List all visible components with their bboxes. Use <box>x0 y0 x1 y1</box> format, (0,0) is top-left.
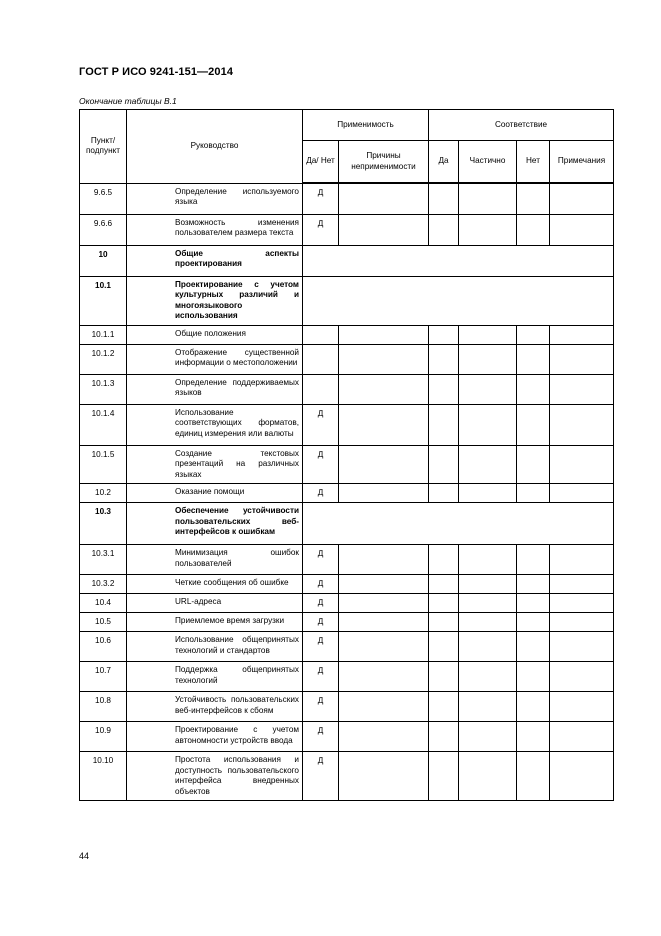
row-clause: 10.1.1 <box>80 325 127 344</box>
row-notes <box>550 445 614 484</box>
row-guidance: Отображение существенной информации о местоположении <box>127 344 303 374</box>
row-clause: 10.10 <box>80 752 127 801</box>
section-spacer <box>303 276 614 325</box>
row-notes <box>550 404 614 445</box>
row-yes <box>429 692 459 722</box>
row-no <box>517 214 550 245</box>
row-partial <box>459 594 517 613</box>
row-partial <box>459 374 517 404</box>
row-yes-no: Д <box>303 662 339 692</box>
table-row <box>80 404 614 445</box>
row-yes <box>429 545 459 575</box>
row-yes-no: Д <box>303 404 339 445</box>
row-yes <box>429 722 459 752</box>
row-no <box>517 374 550 404</box>
row-guidance: Использование соответствующих форматов, единиц измерения или валюты <box>127 404 303 445</box>
row-clause: 10.4 <box>80 594 127 613</box>
row-yes-no: Д <box>303 613 339 632</box>
row-partial <box>459 722 517 752</box>
row-guidance: Определение поддерживаемых языков <box>127 374 303 404</box>
row-yes-no: Д <box>303 183 339 214</box>
table-row <box>80 183 614 214</box>
row-partial <box>459 214 517 245</box>
row-reasons <box>339 613 429 632</box>
section-clause: 10.3 <box>80 503 127 545</box>
row-notes <box>550 752 614 801</box>
row-notes <box>550 613 614 632</box>
row-notes <box>550 325 614 344</box>
row-no <box>517 613 550 632</box>
row-reasons <box>339 183 429 214</box>
row-yes-no: Д <box>303 692 339 722</box>
header-notes: Примечания <box>550 141 614 184</box>
row-notes <box>550 722 614 752</box>
section-clause: 10 <box>80 245 127 276</box>
row-clause: 10.1.4 <box>80 404 127 445</box>
row-yes <box>429 484 459 503</box>
row-no <box>517 632 550 662</box>
row-reasons <box>339 344 429 374</box>
table-row <box>80 325 614 344</box>
row-clause: 10.1.3 <box>80 374 127 404</box>
row-clause: 10.7 <box>80 662 127 692</box>
row-notes <box>550 692 614 722</box>
row-notes <box>550 575 614 594</box>
section-clause: 10.1 <box>80 276 127 325</box>
row-clause: 10.3.2 <box>80 575 127 594</box>
row-yes <box>429 752 459 801</box>
row-guidance: URL-адреса <box>127 594 303 613</box>
row-partial <box>459 344 517 374</box>
row-yes-no: Д <box>303 545 339 575</box>
row-yes <box>429 445 459 484</box>
table-row <box>80 594 614 613</box>
row-yes-no <box>303 325 339 344</box>
row-yes-no: Д <box>303 445 339 484</box>
row-no <box>517 183 550 214</box>
row-clause: 9.6.6 <box>80 214 127 245</box>
row-no <box>517 662 550 692</box>
table-row <box>80 214 614 245</box>
row-notes <box>550 594 614 613</box>
section-spacer <box>303 503 614 545</box>
row-no <box>517 484 550 503</box>
row-reasons <box>339 594 429 613</box>
row-reasons <box>339 575 429 594</box>
table-row <box>80 575 614 594</box>
table-caption: Окончание таблицы В.1 <box>79 96 177 106</box>
section-spacer <box>303 245 614 276</box>
row-guidance: Общие положения <box>127 325 303 344</box>
row-guidance: Возможность изменения пользователем размера текста <box>127 214 303 245</box>
row-notes <box>550 183 614 214</box>
row-no <box>517 325 550 344</box>
section-title: Проектирование с учетом культурных различий и многоязыкового использования <box>127 276 303 325</box>
row-no <box>517 445 550 484</box>
section-title: Общие аспекты проектирования <box>127 245 303 276</box>
row-reasons <box>339 632 429 662</box>
section-row <box>80 503 614 545</box>
row-no <box>517 344 550 374</box>
row-partial <box>459 632 517 662</box>
row-yes <box>429 374 459 404</box>
row-partial <box>459 445 517 484</box>
row-reasons <box>339 692 429 722</box>
row-yes <box>429 662 459 692</box>
row-partial <box>459 325 517 344</box>
row-partial <box>459 692 517 722</box>
conformance-table <box>79 109 614 801</box>
row-guidance: Простота использования и доступность пользовательского интерфейса внедренных объектов <box>127 752 303 801</box>
row-guidance: Использование общепринятых технологий и стандартов <box>127 632 303 662</box>
row-no <box>517 752 550 801</box>
row-no <box>517 545 550 575</box>
section-row <box>80 276 614 325</box>
header-clause: Пункт/ подпункт <box>80 110 127 184</box>
row-partial <box>459 575 517 594</box>
row-clause: 10.3.1 <box>80 545 127 575</box>
row-reasons <box>339 214 429 245</box>
header-conformance: Соответствие <box>429 110 614 141</box>
row-clause: 10.1.2 <box>80 344 127 374</box>
page-number: 44 <box>79 851 90 861</box>
row-no <box>517 692 550 722</box>
row-partial <box>459 545 517 575</box>
row-notes <box>550 344 614 374</box>
row-guidance: Проектирование с учетом автономности устройств ввода <box>127 722 303 752</box>
section-title: Обеспечение устойчивости пользовательских веб-интерфейсов к ошибкам <box>127 503 303 545</box>
row-no <box>517 575 550 594</box>
row-yes-no: Д <box>303 484 339 503</box>
row-reasons <box>339 374 429 404</box>
row-yes-no: Д <box>303 594 339 613</box>
document-header: ГОСТ Р ИСО 9241-151—2014 <box>79 66 234 78</box>
table-row <box>80 662 614 692</box>
row-yes <box>429 404 459 445</box>
row-yes-no: Д <box>303 575 339 594</box>
table-row <box>80 692 614 722</box>
row-no <box>517 722 550 752</box>
row-clause: 10.8 <box>80 692 127 722</box>
row-partial <box>459 752 517 801</box>
row-no <box>517 404 550 445</box>
row-yes <box>429 575 459 594</box>
header-reasons: Причины неприменимости <box>339 141 429 184</box>
row-guidance: Поддержка общепринятых технологий <box>127 662 303 692</box>
row-guidance: Приемлемое время загрузки <box>127 613 303 632</box>
row-guidance: Минимизация ошибок пользователей <box>127 545 303 575</box>
table-row <box>80 752 614 801</box>
row-yes <box>429 344 459 374</box>
row-clause: 10.5 <box>80 613 127 632</box>
row-notes <box>550 545 614 575</box>
row-guidance: Определение используемого языка <box>127 183 303 214</box>
table-row <box>80 374 614 404</box>
table-row <box>80 445 614 484</box>
table-row <box>80 722 614 752</box>
row-reasons <box>339 484 429 503</box>
row-yes-no: Д <box>303 752 339 801</box>
row-yes <box>429 214 459 245</box>
row-clause: 10.9 <box>80 722 127 752</box>
header-applicability: Применимость <box>303 110 429 141</box>
section-row <box>80 245 614 276</box>
row-guidance: Создание текстовых презентаций на различных языках <box>127 445 303 484</box>
row-notes <box>550 662 614 692</box>
row-partial <box>459 183 517 214</box>
row-yes <box>429 183 459 214</box>
row-reasons <box>339 545 429 575</box>
row-yes <box>429 594 459 613</box>
row-yes <box>429 613 459 632</box>
row-partial <box>459 613 517 632</box>
header-guidance: Руководство <box>127 110 303 184</box>
row-reasons <box>339 662 429 692</box>
table-row <box>80 545 614 575</box>
row-guidance: Четкие сообщения об ошибке <box>127 575 303 594</box>
row-clause: 10.2 <box>80 484 127 503</box>
row-reasons <box>339 325 429 344</box>
row-notes <box>550 484 614 503</box>
header-no: Нет <box>517 141 550 184</box>
row-notes <box>550 374 614 404</box>
row-clause: 9.6.5 <box>80 183 127 214</box>
row-no <box>517 594 550 613</box>
row-notes <box>550 214 614 245</box>
row-reasons <box>339 722 429 752</box>
table-row <box>80 484 614 503</box>
row-yes-no: Д <box>303 214 339 245</box>
table-row <box>80 613 614 632</box>
row-reasons <box>339 752 429 801</box>
header-yes: Да <box>429 141 459 184</box>
row-partial <box>459 404 517 445</box>
row-reasons <box>339 404 429 445</box>
table-row <box>80 632 614 662</box>
row-partial <box>459 484 517 503</box>
row-yes <box>429 632 459 662</box>
row-yes-no: Д <box>303 632 339 662</box>
row-yes-no <box>303 374 339 404</box>
header-partial: Частично <box>459 141 517 184</box>
row-yes-no: Д <box>303 722 339 752</box>
row-reasons <box>339 445 429 484</box>
row-clause: 10.6 <box>80 632 127 662</box>
row-yes-no <box>303 344 339 374</box>
table-row <box>80 344 614 374</box>
row-guidance: Устойчивость пользовательских веб-интерфейсов к сбоям <box>127 692 303 722</box>
row-guidance: Оказание помощи <box>127 484 303 503</box>
header-yes-no: Да/ Нет <box>303 141 339 184</box>
row-partial <box>459 662 517 692</box>
row-clause: 10.1.5 <box>80 445 127 484</box>
row-notes <box>550 632 614 662</box>
row-yes <box>429 325 459 344</box>
